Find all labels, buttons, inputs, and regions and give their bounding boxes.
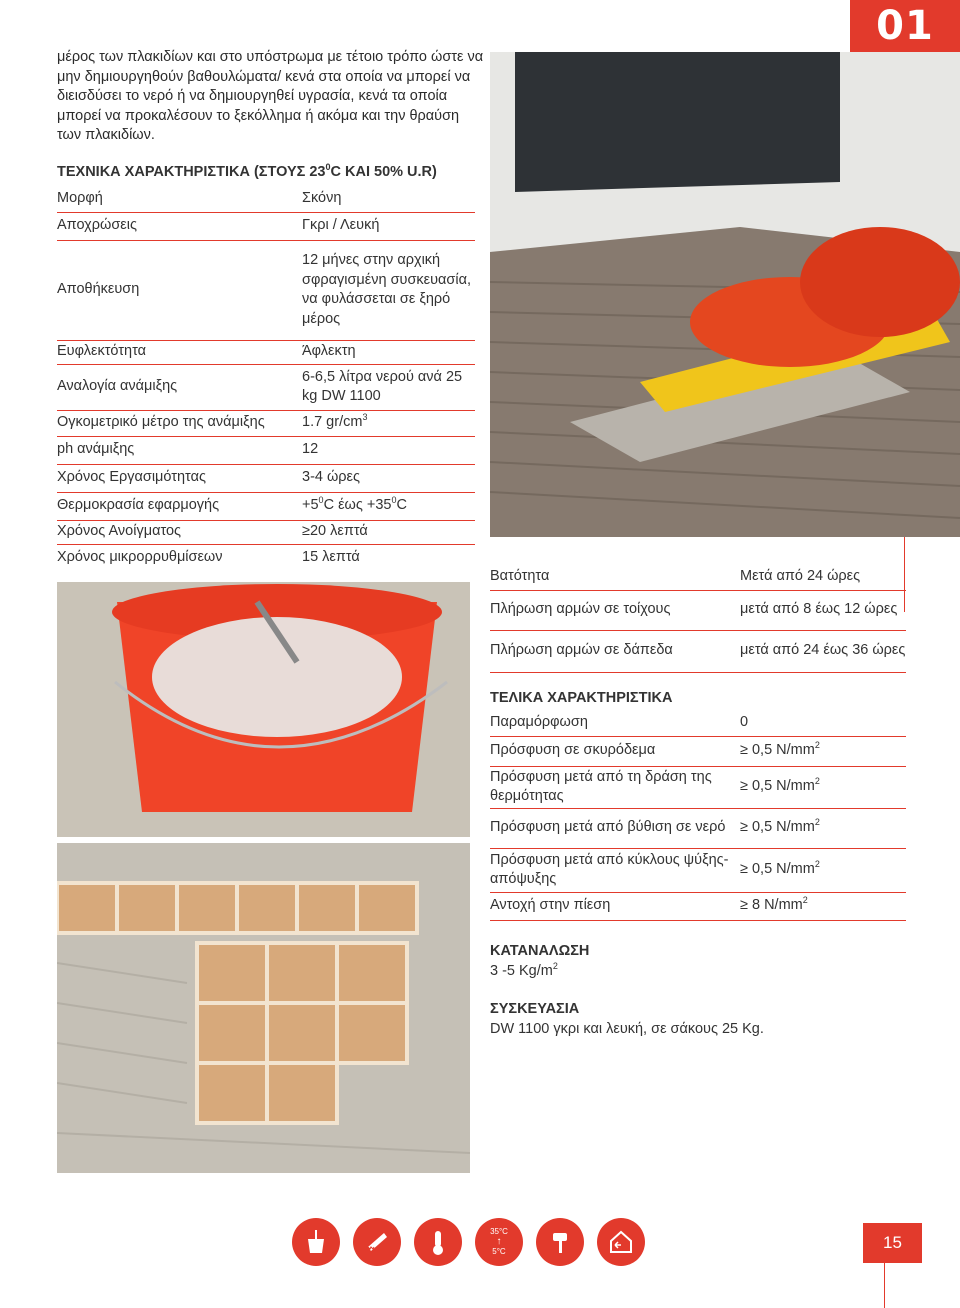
table-row: ph ανάμιξης 12 [57,436,475,464]
temperature-range-icon [475,1218,523,1266]
tech-specs-table [57,186,475,570]
tech-specs-title: ΤΕΧΝΙΚΑ ΧΑΡΑΚΤΗΡΙΣΤΙΚΑ (ΣΤΟΥΣ $23^0C$ ΚΑΙ 50% U.R) [57,162,437,180]
temp-low-label: 5°C [492,1247,506,1256]
table-row: Βατότητα Μετά από 24 ώρες [490,564,906,590]
consumption-value: 3 -5 $Kg/m^2$ [490,960,558,979]
photo-tiles-on-adhesive [57,843,470,1173]
temp-high-label: 35°C [490,1227,508,1236]
notched-trowel-icon [353,1218,401,1266]
table-row: Χρόνος Ανοίγματος ≥20 λεπτά [57,520,475,544]
usage-icons-row [292,1218,645,1266]
consumption-title: ΚΑΤΑΝΑΛΩΣΗ [490,943,590,959]
curing-times-table [490,564,906,673]
table-row: Πλήρωση αρμών σε δάπεδα μετά από 24 έως 36 ώρες [490,630,906,672]
table-row: Χρόνος μικρορρυθμίσεων 15 λεπτά [57,548,360,565]
table-row: Παραμόρφωση 0 [490,710,906,736]
photo-mixing-bucket [57,582,470,837]
table-row: Μορφή Σκόνη [57,186,475,212]
table-row: Αποχρώσεις Γκρι / Λευκή [57,212,475,240]
table-row: Πρόσφυση μετά από τη δράση της θερμότητας ≥ 0,5 $N/mm^2$ [490,766,906,808]
thermometer-icon [414,1218,462,1266]
consumption-block [490,942,589,981]
chapter-tab: 01 [850,0,960,52]
final-specs-title: ΤΕΛΙΚΑ ΧΑΡΑΚΤΗΡΙΣΤΙΚΑ [490,690,673,706]
table-row: Θερμοκρασία εφαρμογής $+5^0C$ $έ\omega\varsigma +35^0C$ [57,492,475,520]
page-number: 15 [863,1223,922,1263]
table-row: Αντοχή στην πίεση ≥ 8 $N/mm^2$ [490,892,906,920]
table-row: Ογκομετρικό μέτρο της ανάμιξης 1.7 $gr/cm^3$ [57,410,475,436]
table-row: Πλήρωση αρμών σε τοίχους μετά από 8 έως 12 ώρες [490,590,906,630]
table-row: Αναλογία ανάμιξης 6-6,5 λίτρα νερού ανά 25 kg DW 1100 [57,364,475,410]
table-row: Πρόσφυση μετά από κύκλους ψύξης-απόψυξης ≥ 0,5 $N/mm^2$ [490,848,906,892]
page-number-stem [884,1263,885,1308]
rubber-mallet-icon [536,1218,584,1266]
table-row: Αποθήκευση 12 μήνες στην αρχική σφραγισμένη συσκευασία, να φυλάσσεται σε ξηρό μέρος [57,240,475,340]
arrow-up-icon: ↑ [496,1236,502,1247]
mixing-bucket-icon [292,1218,340,1266]
table-row: Ευφλεκτότητα Άφλεκτη [57,340,475,364]
packaging-block [490,1000,764,1039]
intro-paragraph: μέρος των πλακιδίων και στο υπόστρωμα με τέτοιο τρόπο ώστε να μην δημιουργηθούν βαθουλώματα/ κενά στα οποία να μπορεί να διεισδύσει το νερό ή να δημιουργηθεί υγρασία, κενά τα οποία μπορεί να προκαλέσουν το ξεκόλλημα ή ακόμα και την θραύση των πλακιδίων. [57,49,484,143]
final-specs-table [490,710,906,921]
packaging-title: ΣΥΣΚΕΥΑΣΙΑ [490,1001,580,1017]
table-row: Πρόσφυση σε σκυρόδεμα ≥ 0,5 $N/mm^2$ [490,736,906,766]
packaging-value: DW 1100 γκρι και λευκή, σε σάκους 25 Kg. [490,1020,764,1037]
table-row: Χρόνος Εργασιμότητας 3-4 ώρες [57,464,475,492]
photo-trowel-application [490,52,960,537]
house-interior-exterior-icon [597,1218,645,1266]
table-row: Πρόσφυση μετά από βύθιση σε νερό ≥ 0,5 $N/mm^2$ [490,808,906,848]
